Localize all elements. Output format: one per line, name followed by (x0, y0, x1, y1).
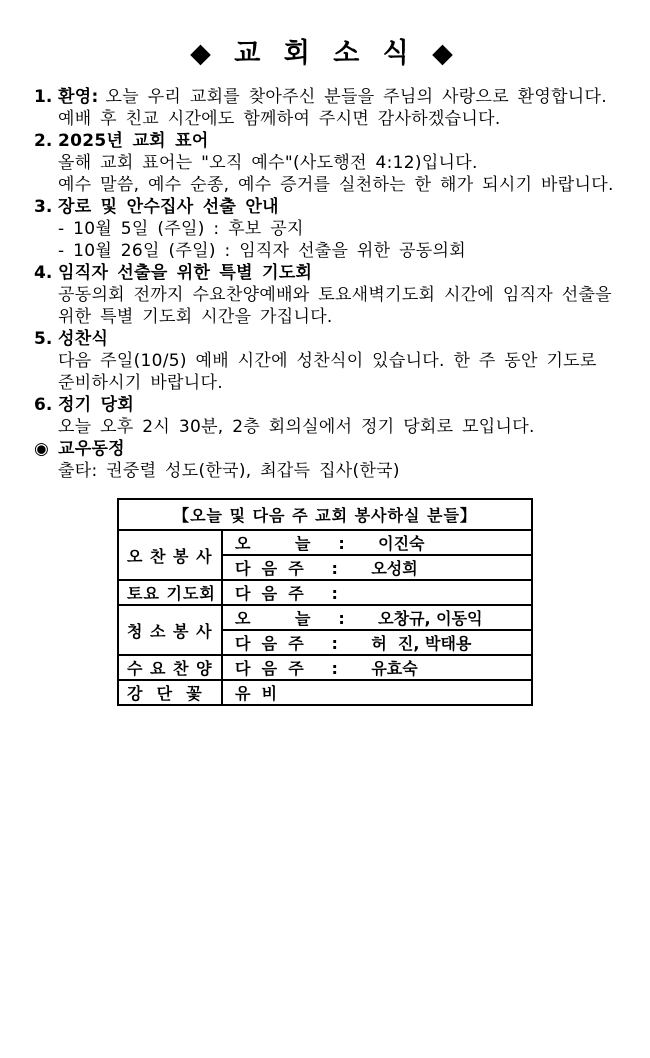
value-cell: 오 늘 : 오창규, 이동익 (222, 605, 532, 630)
value-cell: 오 늘 : 이진숙 (222, 530, 532, 555)
table-row (118, 605, 532, 630)
value-cell: 유 비 (222, 680, 532, 705)
item-line: 위한 특별 기도회 시간을 가집니다. (58, 307, 333, 327)
item-line: 출타: 권중렬 성도(한국), 최갑득 집사(한국) (58, 461, 400, 481)
category-cell-saturday-prayer: 토요 기도회 (118, 580, 222, 605)
item-title: 임직자 선출을 위한 특별 기도회 (58, 263, 313, 283)
announcement-item-communion (34, 328, 620, 394)
announcement-item-election-notice (34, 196, 620, 262)
item-title: 정기 당회 (58, 395, 135, 415)
item-line: - 10월 26일 (주일) : 임직자 선출을 위한 공동의회 (58, 241, 466, 261)
item-line: 예배 후 친교 시간에도 함께하여 주시면 감사하겠습니다. (58, 109, 501, 129)
value-cell: 다 음 주 : 허 진, 박태용 (222, 630, 532, 655)
item-head (34, 196, 620, 218)
item-number: 1. (34, 87, 53, 107)
table-row (118, 499, 532, 530)
category-cell-lunch-service: 오 찬 봉 사 (118, 530, 222, 580)
item-line: 예수 말씀, 예수 순종, 예수 증거를 실천하는 한 해가 되시기 바랍니다. (58, 175, 614, 195)
announcement-item-motto (34, 130, 620, 196)
item-line: 오늘 오후 2시 30분, 2층 회의실에서 정기 당회로 모입니다. (58, 417, 535, 437)
category-cell-cleaning-service: 청 소 봉 사 (118, 605, 222, 655)
announcement-item-member-news (34, 438, 620, 482)
item-number: 4. (34, 263, 53, 283)
announcement-list (34, 86, 620, 482)
fisheye-bullet-icon: ◉ (34, 439, 49, 459)
item-inline-text: 오늘 우리 교회를 찾아주신 분들을 주님의 사랑으로 환영합니다. (105, 87, 607, 107)
item-head (34, 130, 620, 152)
announcement-item-prayer-meeting (34, 262, 620, 328)
table-row (118, 655, 532, 680)
item-title: 2025년 교회 표어 (58, 131, 209, 151)
value-cell: 다 음 주 : 오성희 (222, 555, 532, 580)
category-cell-wednesday-praise: 수 요 찬 양 (118, 655, 222, 680)
value-cell: 다 음 주 : 유효숙 (222, 655, 532, 680)
item-number: 2. (34, 131, 53, 151)
item-title: 교우동정 (58, 439, 125, 459)
item-number: 6. (34, 395, 53, 415)
item-head (34, 438, 620, 460)
item-head (34, 394, 620, 416)
table-title: 【오늘 및 다음 주 교회 봉사하실 분들】 (118, 499, 532, 530)
item-title: 성찬식 (58, 329, 109, 349)
value-cell: 다 음 주 : (222, 580, 532, 605)
item-line: 준비하시기 바랍니다. (58, 373, 223, 393)
announcement-item-session-meeting (34, 394, 620, 438)
item-title: 장로 및 안수집사 선출 안내 (58, 197, 279, 217)
category-cell-pulpit-flowers: 강 단 꽃 (118, 680, 222, 705)
item-title: 환영: (58, 87, 99, 107)
item-line: 공동의회 전까지 수요찬양예배와 토요새벽기도회 시간에 임직자 선출을 (58, 285, 612, 305)
item-head (34, 262, 620, 284)
item-number: 5. (34, 329, 53, 349)
item-line: 올해 교회 표어는 "오직 예수"(사도행전 4:12)입니다. (58, 153, 478, 173)
table-row (118, 530, 532, 555)
table-row (118, 580, 532, 605)
item-line: - 10월 5일 (주일) : 후보 공지 (58, 219, 304, 239)
item-head (34, 86, 620, 108)
service-schedule-table (117, 498, 533, 706)
page-title: ◆ 교 회 소 식 ◆ (190, 38, 460, 69)
item-number: 3. (34, 197, 53, 217)
item-head (34, 328, 620, 350)
church-bulletin-page (0, 38, 650, 1058)
table-row (118, 680, 532, 705)
announcement-item-welcome (34, 86, 620, 130)
item-line: 다음 주일(10/5) 예배 시간에 성찬식이 있습니다. 한 주 동안 기도로 (58, 351, 597, 371)
